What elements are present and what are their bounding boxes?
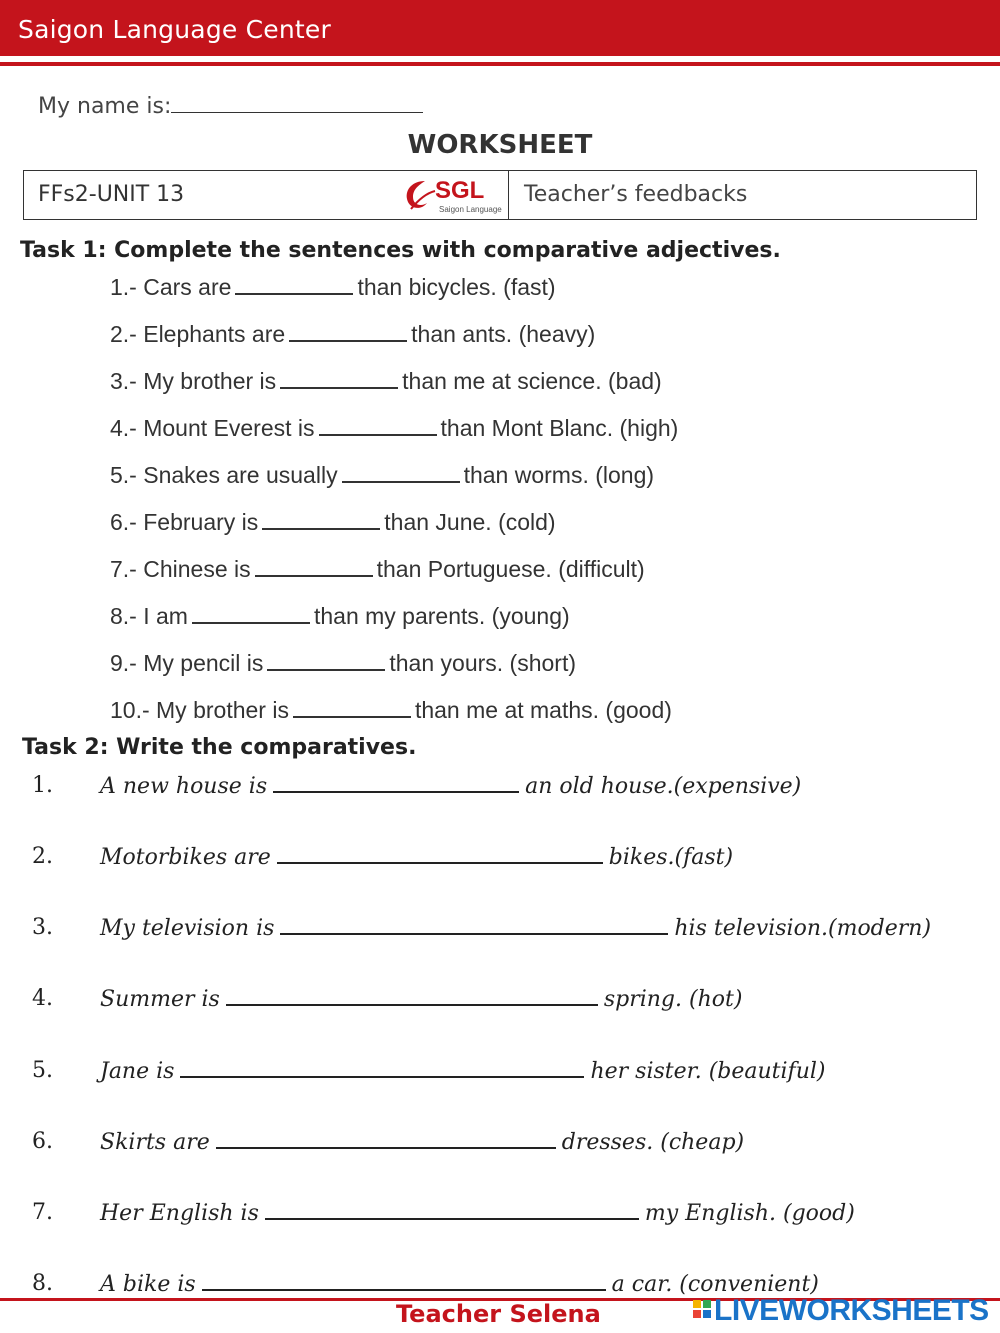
answer-blank[interactable] — [289, 322, 407, 342]
task1-item-prefix: 7.- Chinese is — [110, 556, 251, 582]
task1-item-prefix: 10.- My brother is — [110, 697, 289, 723]
task1-item-suffix: than ants. (heavy) — [411, 321, 596, 347]
name-label: My name is: — [38, 94, 172, 119]
task1-item-prefix: 6.- February is — [110, 509, 259, 535]
answer-blank[interactable] — [216, 1129, 556, 1149]
task2-item-prefix: Skirts are — [100, 1130, 210, 1155]
answer-blank[interactable] — [293, 698, 411, 718]
answer-blank[interactable] — [267, 651, 385, 671]
task2-item-number: 2. — [32, 844, 53, 869]
task2-item — [100, 1129, 744, 1155]
task2-item-suffix: her sister. (beautiful) — [590, 1059, 826, 1084]
liveworksheets-text: LIVEWORKSHEETS — [714, 1294, 989, 1327]
answer-blank[interactable] — [235, 275, 353, 295]
task2-item — [100, 1058, 826, 1084]
answer-blank[interactable] — [280, 915, 668, 935]
center-name: Saigon Language Center — [18, 15, 331, 44]
task2-item-prefix: Summer is — [100, 987, 220, 1012]
task2-item — [100, 1200, 855, 1226]
task2-item-number: 8. — [32, 1271, 53, 1296]
task1-item-prefix: 9.- My pencil is — [110, 650, 264, 676]
task1-item — [110, 368, 662, 395]
task1-item-suffix: than June. (cold) — [384, 509, 556, 535]
answer-blank[interactable] — [280, 369, 398, 389]
answer-blank[interactable] — [277, 844, 603, 864]
teacher-feedback-label: Teacher’s feedbacks — [524, 182, 748, 207]
task1-item-prefix: 4.- Mount Everest is — [110, 415, 315, 441]
task2-item-number: 6. — [32, 1129, 53, 1154]
task2-item-prefix: Her English is — [100, 1201, 259, 1226]
task1-item-prefix: 8.- I am — [110, 603, 188, 629]
name-blank[interactable] — [171, 92, 423, 113]
task1-item-prefix: 2.- Elephants are — [110, 321, 286, 347]
task1-item — [110, 650, 576, 677]
task1-item — [110, 415, 678, 442]
answer-blank[interactable] — [273, 773, 519, 793]
answer-blank[interactable] — [342, 463, 460, 483]
liveworksheets-logo-icon — [692, 1298, 712, 1328]
task2-item-number: 1. — [32, 773, 53, 798]
unit-label: FFs2-UNIT 13 — [38, 182, 185, 207]
task2-item-suffix: dresses. (cheap) — [561, 1130, 745, 1155]
task1-item — [110, 556, 645, 583]
unit-cell — [24, 171, 509, 219]
task2-item-suffix: a car. (convenient) — [611, 1272, 819, 1297]
task2-heading: Task 2: Write the comparatives. — [22, 735, 417, 760]
task2-item — [100, 844, 733, 870]
task1-heading: Task 1: Complete the sentences with comparative adjectives. — [20, 238, 781, 263]
task2-item-number: 3. — [32, 915, 53, 940]
answer-blank[interactable] — [180, 1058, 584, 1078]
task2-item-prefix: Motorbikes are — [100, 845, 271, 870]
task1-item — [110, 274, 556, 301]
answer-blank[interactable] — [192, 604, 310, 624]
answer-blank[interactable] — [262, 510, 380, 530]
task1-item-suffix: than Portuguese. (difficult) — [376, 556, 645, 582]
header-bar — [0, 0, 1000, 56]
task2-item — [100, 1271, 819, 1297]
task1-item-suffix: than me at maths. (good) — [414, 697, 672, 723]
task1-item-prefix: 1.- Cars are — [110, 274, 232, 300]
answer-blank[interactable] — [202, 1271, 606, 1291]
task2-item-suffix: an old house.(expensive) — [525, 774, 802, 799]
sgl-swoosh-icon — [399, 175, 439, 215]
task2-item-suffix: bikes.(fast) — [608, 845, 734, 870]
task1-item-suffix: than worms. (long) — [463, 462, 655, 488]
teacher-name: Teacher Selena — [396, 1300, 601, 1328]
task1-item — [110, 321, 595, 348]
task2-item-prefix: A new house is — [100, 774, 268, 799]
info-box — [23, 170, 977, 220]
task1-item-prefix: 3.- My brother is — [110, 368, 277, 394]
task2-item-prefix: A bike is — [100, 1272, 196, 1297]
task2-item-suffix: my English. (good) — [644, 1201, 855, 1226]
answer-blank[interactable] — [226, 986, 598, 1006]
task2-item — [100, 915, 931, 941]
task2-item-suffix: spring. (hot) — [603, 987, 743, 1012]
task2-item-number: 4. — [32, 986, 53, 1011]
task1-item — [110, 603, 570, 630]
task1-item-suffix: than me at science. (bad) — [402, 368, 662, 394]
task1-item-suffix: than my parents. (young) — [313, 603, 570, 629]
task2-item-number: 5. — [32, 1058, 53, 1083]
task1-item — [110, 697, 672, 724]
task2-item-prefix: My television is — [100, 916, 275, 941]
worksheet-title: WORKSHEET — [407, 130, 593, 160]
task2-item-number: 7. — [32, 1200, 53, 1225]
task2-item — [100, 986, 742, 1012]
logo-subtext: Saigon Language — [439, 205, 502, 214]
task1-item-suffix: than yours. (short) — [389, 650, 577, 676]
answer-blank[interactable] — [255, 557, 373, 577]
header-divider — [0, 62, 1000, 66]
task1-item — [110, 509, 556, 536]
task2-item-prefix: Jane is — [100, 1059, 175, 1084]
name-row — [38, 92, 423, 119]
task2-item-suffix: his television.(modern) — [674, 916, 932, 941]
answer-blank[interactable] — [265, 1200, 639, 1220]
sgl-logo — [399, 175, 502, 215]
task2-item — [100, 773, 801, 799]
answer-blank[interactable] — [319, 416, 437, 436]
task1-item — [110, 462, 654, 489]
logo-text: SGL — [435, 177, 485, 204]
task1-item-suffix: than Mont Blanc. (high) — [440, 415, 679, 441]
task1-item-suffix: than bicycles. (fast) — [357, 274, 556, 300]
task1-item-prefix: 5.- Snakes are usually — [110, 462, 338, 488]
